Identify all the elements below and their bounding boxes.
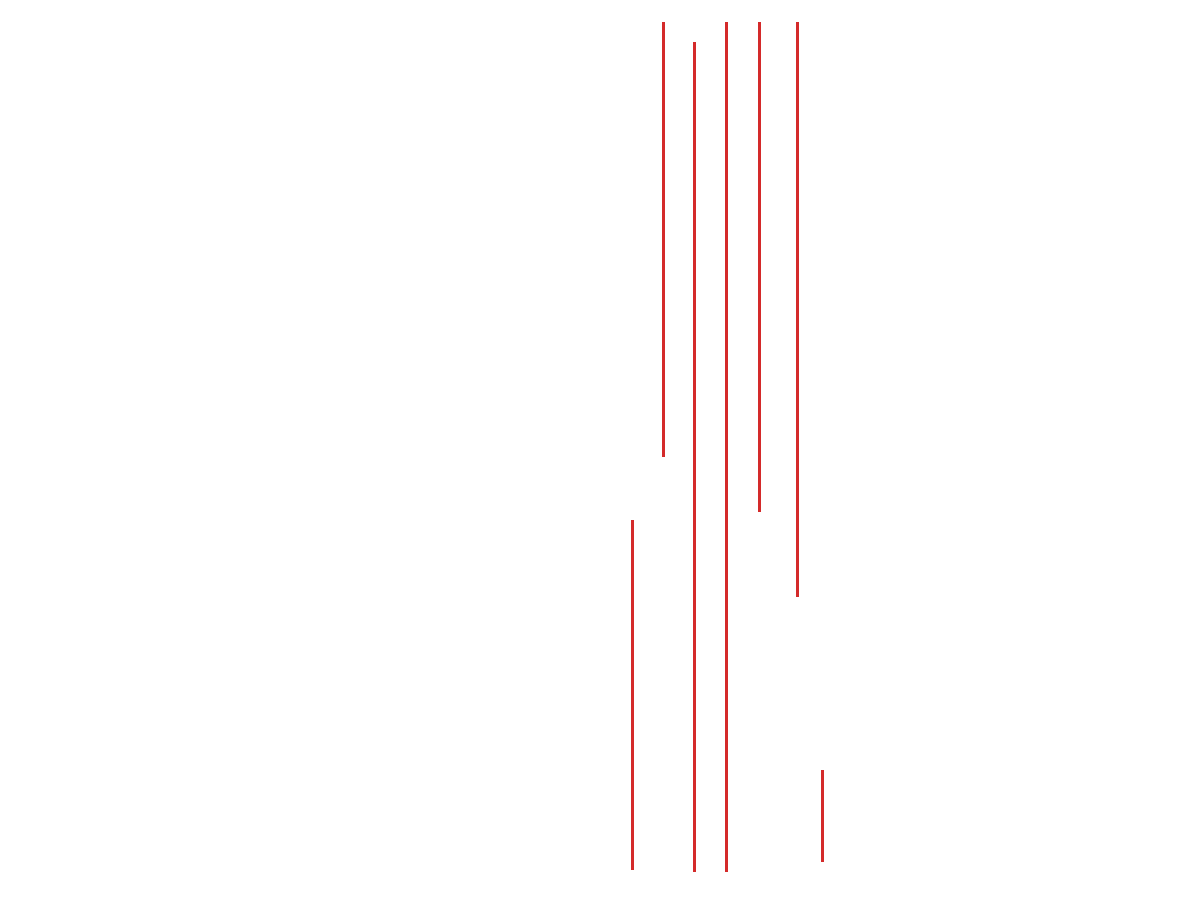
highlight-bar — [693, 42, 696, 872]
highlight-bar — [631, 520, 634, 870]
highlight-bar — [758, 22, 761, 512]
highlight-bar — [821, 770, 824, 862]
highlight-bar — [662, 22, 665, 457]
highlight-bar — [725, 22, 728, 872]
highlight-bar — [796, 22, 799, 597]
